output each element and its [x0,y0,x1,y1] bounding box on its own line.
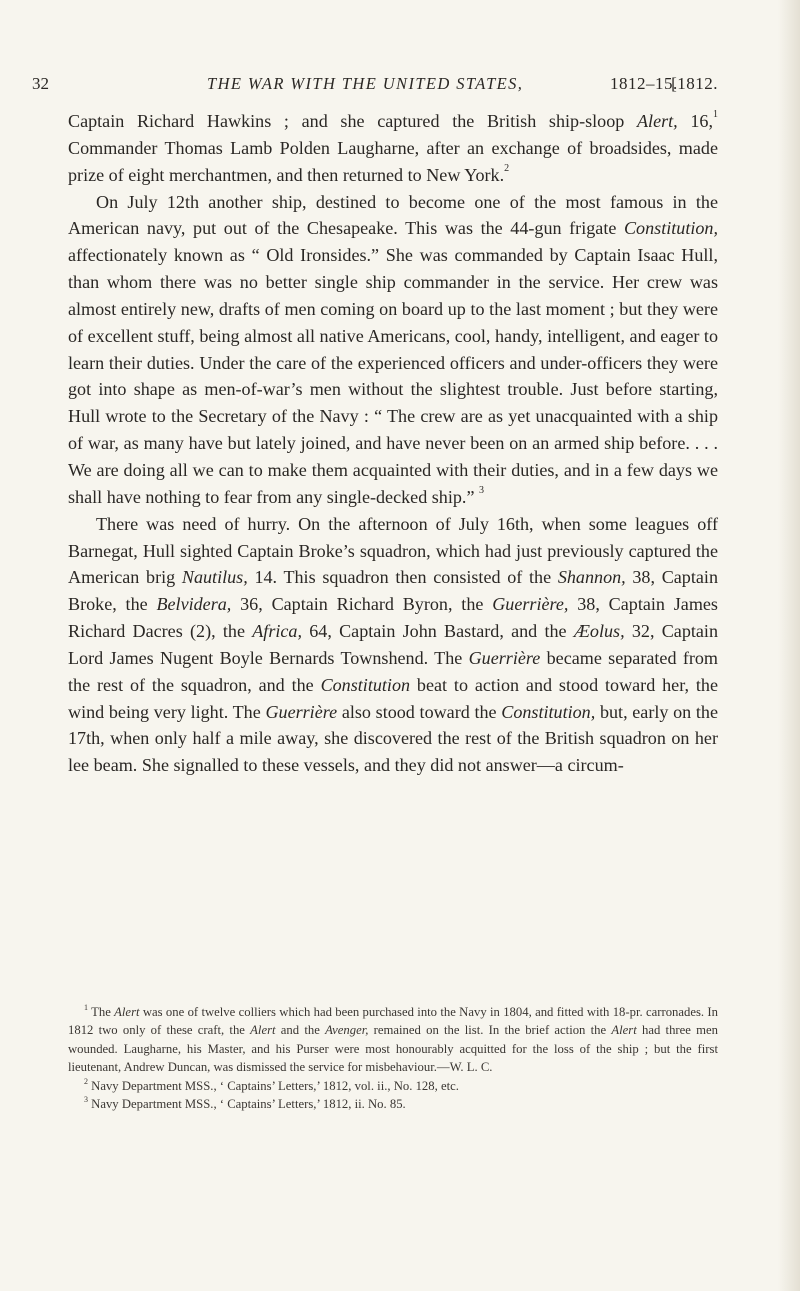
footnote-ref: 1 [713,109,718,120]
page-number: 32 [32,74,49,93]
year-range: 1812–15. [610,74,678,93]
paragraph [68,511,718,779]
ship-name: Alert [114,1005,140,1019]
text-run: 38, Captain Broke, the [68,567,718,615]
paragraph [68,189,718,511]
text-run: had three men wounded. Laugharne, his Master, and his Purser were most honourably acquitted for the loss of the ship ; but the first lieutenant, Andrew Duncan, was dismissed the service for misbehaviour.—W. L. C. [68,1023,718,1075]
text-run: became separated from the rest of the squadron, and the [68,647,718,695]
year-bracket: [1812. [671,74,718,93]
text-run: and the [275,1023,326,1038]
ship-name: Constitution, [623,218,718,239]
footnote-ref: 3 [479,484,485,496]
text-run: but, early on the 17th, when only half a mile away, she discovered the rest of the British squadron on her lee beam. She signalled to these vessels, and they did not answer—a circum- [68,701,718,776]
footnotes [68,1003,718,1113]
ship-name: Africa, [252,621,302,642]
ship-name: Guerrière [265,701,338,722]
ship-name: Nautilus, [181,567,248,588]
page-edge-shading [778,0,800,1291]
ship-name: Æolus, [573,621,625,642]
text-run: 16, [677,111,713,131]
running-title: THE WAR WITH THE UNITED STATES, [207,74,524,93]
footnote-ref: 2 [504,162,510,174]
text-run: On July 12th another ship, destined to become one of the most famous in the American navy, put out of the Chesapeake. This was the 44-gun frigate [68,191,718,239]
text-run: The [88,1005,115,1019]
text-run: was one of twelve colliers which had been purchased into the Navy in 1804, and fitted with 18-pr. carronades. In 1812 two only of these craft, the [68,1005,718,1038]
footnote [68,1077,718,1095]
ship-name: Alert, [637,111,678,131]
text-run: 32, Captain Lord James Nugent Boyle Bernards Townshend. The [68,621,719,668]
text-run: remained on the list. In the brief action the [368,1023,612,1038]
ship-name: Belvidera, [156,594,232,615]
text-run: 14. This squadron then consisted of the [247,567,558,588]
ship-name: Shannon, [557,567,626,588]
ship-name: Avenger, [325,1023,369,1038]
text-run: also stood toward the [337,701,502,722]
text-run: Navy Department MSS., ‘ Captains’ Letters,’ 1812, ii. No. 85. [88,1097,406,1112]
footnote [68,1003,718,1077]
ship-name: Constitution, [501,701,596,722]
running-header [32,74,718,100]
ship-name: Constitution [320,674,411,695]
body-text [68,108,718,779]
ship-name: Guerrière, [492,594,569,615]
ship-name: Guerrière [468,647,541,668]
text-run: Navy Department MSS., ‘ Captains’ Letters,’ 1812, vol. ii., No. 128, etc. [88,1078,459,1093]
text-run: 36, Captain Richard Byron, the [231,594,493,615]
text-run: affectionately known as “ Old Ironsides.” She was commanded by Captain Isaac Hull, than whom there was no better single ship commander in the service. Her crew was almost entirely new, drafts of men coming on board up to the last moment ; but they were of excellent stuff, being almost all native Americans, cool, handy, intelligent, and eager to learn their duties. Under the care of the experienced officers and under-officers they were got into shape as men-of-war’s men without the slightest trouble. Just before starting, Hull wrote to the Secretary of the Navy : “ The crew are as yet unacquainted with a ship of war, as many have but lately joined, and have never been on an armed ship before. . . . We are doing all we can to make them acquainted with their duties, and in a few days we shall have nothing to fear from any single-decked ship.” [68,245,718,507]
footnote-mark: 1 [84,1003,88,1012]
ship-name: Alert [611,1023,637,1038]
text-run: Captain Richard Hawkins ; and she captured the British ship-sloop [68,111,637,131]
text-run: Commander Thomas Lamb Polden Laugharne, after an exchange of broadsides, made prize of eight merchantmen, and then returned to New York. [68,137,718,185]
text-run: 64, Captain John Bastard, and the [301,621,574,642]
text-run: 38, Captain James Richard Dacres (2), the [68,594,718,642]
paragraph [68,108,718,189]
footnote [68,1095,718,1113]
text-run: There was need of hurry. On the afternoon of July 16th, when some leagues off Barnegat, Hull sighted Captain Broke’s squadron, which had just previously captured the American brig [68,513,718,588]
footnote-mark: 2 [84,1076,88,1086]
footnote-mark: 3 [84,1095,88,1105]
text-run: beat to action and stood toward her, the wind being very light. The [68,674,718,722]
ship-name: Alert [250,1023,276,1038]
